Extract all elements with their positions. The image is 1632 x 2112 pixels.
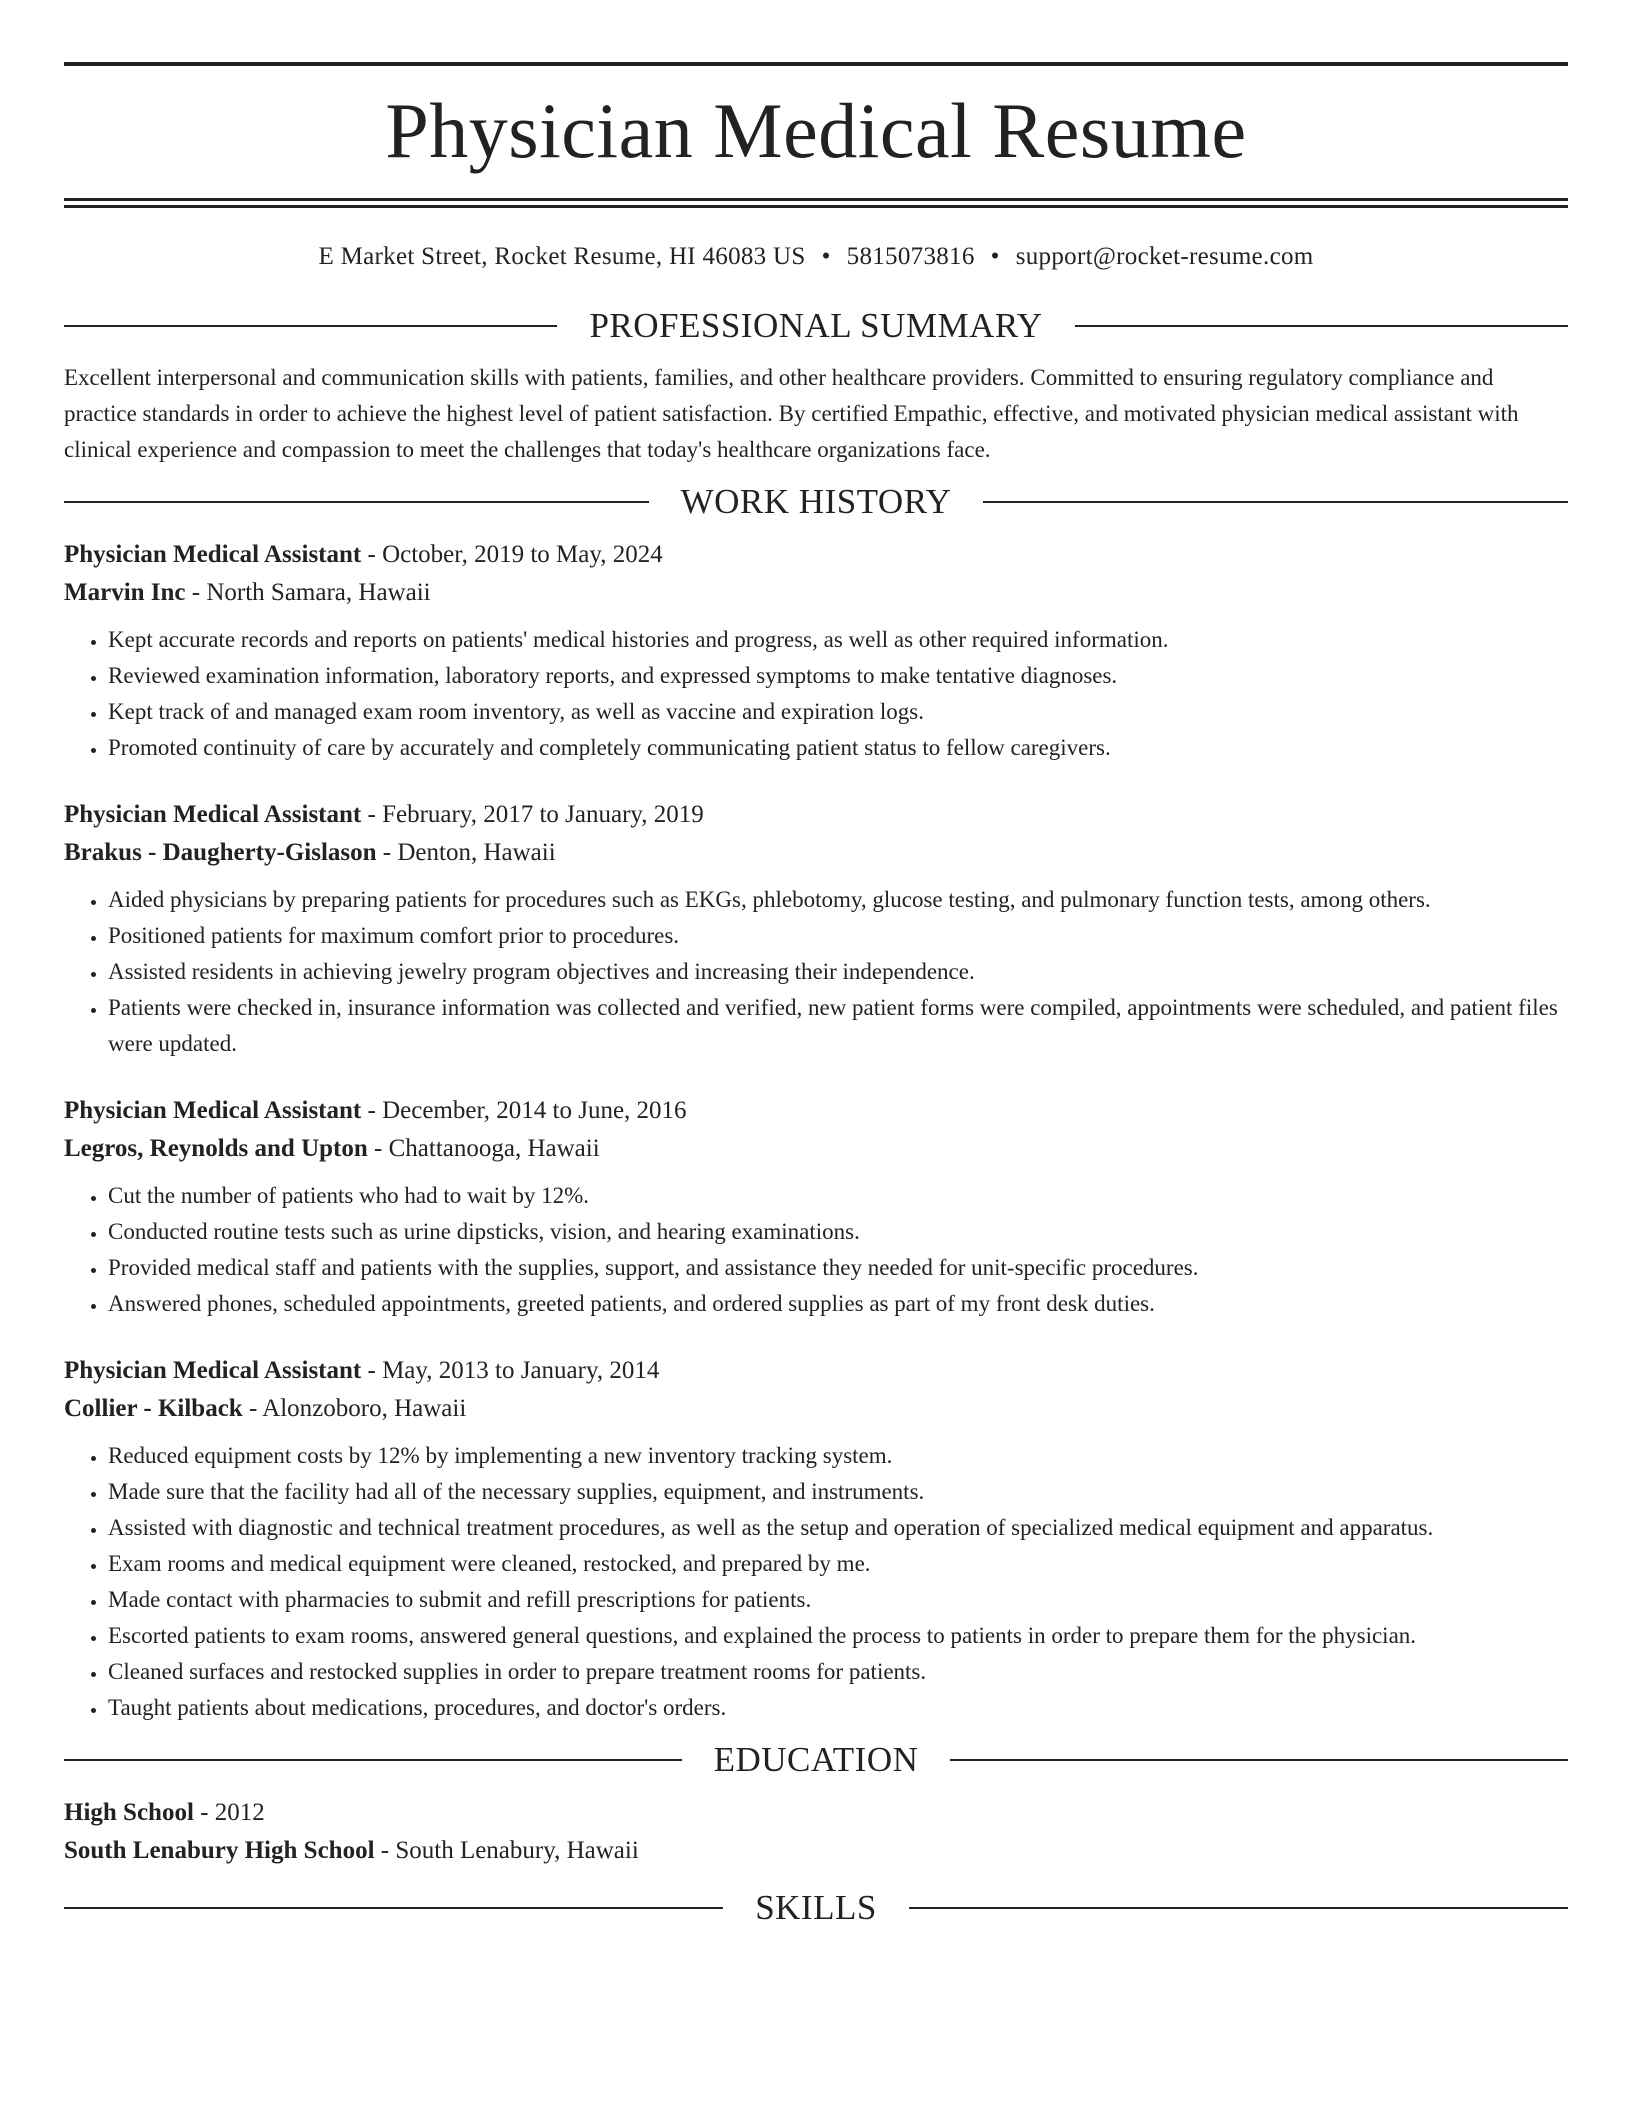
- job-bullet: • Kept track of and managed exam room inventory, as well as vaccine and expiration logs.: [108, 694, 1568, 730]
- header-double-rule: [64, 198, 1568, 208]
- job-company: Brakus - Daugherty-Gislason: [64, 839, 377, 866]
- job-bullet: • Conducted routine tests such as urine dipsticks, vision, and hearing examinations.: [108, 1214, 1568, 1250]
- job-title: Physician Medical Assistant: [64, 1097, 362, 1124]
- job-bullets: [64, 882, 1568, 1062]
- job-bullet: • Taught patients about medications, procedures, and doctor's orders.: [108, 1690, 1568, 1726]
- section-title: PROFESSIONAL SUMMARY: [589, 306, 1043, 345]
- job-title: Physician Medical Assistant: [64, 801, 362, 828]
- summary-text: Excellent interpersonal and communication skills with patients, families, and other healthcare providers. Committed to ensuring regulatory compliance and practice standards in order to achieve the highest level of patient satisfaction. By certified Empathic, effective, and motivated physician medical assistant with clinical experience and compassion to meet the challenges that today's healthcare organizations face.: [64, 365, 1519, 462]
- job-entry: [64, 536, 1568, 766]
- resume-title: Physician Medical Resume: [385, 87, 1247, 174]
- section-title: WORK HISTORY: [680, 482, 952, 521]
- section-heading-education: [64, 1740, 1568, 1780]
- divider-line: [950, 1759, 1568, 1761]
- education-year: - 2012: [193, 1799, 265, 1826]
- job-dates: - May, 2013 to January, 2014: [361, 1357, 660, 1384]
- job-title-line: [64, 536, 1568, 574]
- job-bullet: • Aided physicians by preparing patients for procedures such as EKGs, phlebotomy, glucose testing, and pulmonary function tests, among others.: [108, 882, 1568, 918]
- job-company: Marvin Inc: [64, 579, 186, 606]
- job-title: Physician Medical Assistant: [64, 541, 362, 568]
- job-company-line: [64, 834, 1568, 872]
- contact-address: E Market Street, Rocket Resume, HI 46083 US: [318, 243, 806, 270]
- job-bullet: • Cut the number of patients who had to wait by 12%.: [108, 1178, 1568, 1214]
- divider-line: [64, 1907, 723, 1909]
- job-bullet: • Positioned patients for maximum comfort prior to procedures.: [108, 918, 1568, 954]
- job-bullet: • Reduced equipment costs by 12% by implementing a new inventory tracking system.: [108, 1438, 1568, 1474]
- contact-line: [64, 242, 1568, 272]
- job-bullet: • Provided medical staff and patients with the supplies, support, and assistance they needed for unit-specific procedures.: [108, 1250, 1568, 1286]
- education-location: - South Lenabury, Hawaii: [374, 1837, 639, 1864]
- job-title-line: [64, 1092, 1568, 1130]
- job-bullet: • Answered phones, scheduled appointments, greeted patients, and ordered supplies as part of my front desk duties.: [108, 1286, 1568, 1322]
- job-entry: [64, 1092, 1568, 1322]
- job-bullet: • Patients were checked in, insurance information was collected and verified, new patient forms were compiled, appointments were scheduled, and patient files were updated.: [108, 990, 1568, 1062]
- resume-content: [64, 0, 1568, 1928]
- job-location: - North Samara, Hawaii: [185, 579, 431, 606]
- divider-line: [909, 1907, 1568, 1909]
- divider-line: [64, 501, 649, 503]
- job-bullets: [64, 1438, 1568, 1726]
- job-company: Legros, Reynolds and Upton: [64, 1135, 368, 1162]
- job-bullets: [64, 622, 1568, 766]
- job-company-line: [64, 574, 1568, 612]
- job-bullet: • Kept accurate records and reports on patients' medical histories and progress, as well as other required information.: [108, 622, 1568, 658]
- education-degree: High School: [64, 1799, 194, 1826]
- divider-line: [64, 1759, 682, 1761]
- section-heading-work: [64, 482, 1568, 522]
- job-bullet: • Reviewed examination information, laboratory reports, and expressed symptoms to make tentative diagnoses.: [108, 658, 1568, 694]
- job-dates: - February, 2017 to January, 2019: [361, 801, 704, 828]
- job-entry: [64, 796, 1568, 1062]
- job-bullet: • Escorted patients to exam rooms, answered general questions, and explained the process to patients in order to prepare them for the physician.: [108, 1618, 1568, 1654]
- job-title-line: [64, 796, 1568, 834]
- job-company-line: [64, 1390, 1568, 1428]
- contact-phone: 5815073816: [846, 243, 975, 270]
- job-bullet: • Promoted continuity of care by accurately and completely communicating patient status to fellow caregivers.: [108, 730, 1568, 766]
- job-dates: - October, 2019 to May, 2024: [361, 541, 663, 568]
- job-bullet: • Cleaned surfaces and restocked supplies in order to prepare treatment rooms for patients.: [108, 1654, 1568, 1690]
- contact-separator: •: [990, 243, 1000, 270]
- job-bullet: • Assisted with diagnostic and technical treatment procedures, as well as the setup and operation of specialized medical equipment and apparatus.: [108, 1510, 1568, 1546]
- job-title: Physician Medical Assistant: [64, 1357, 362, 1384]
- job-company: Collier - Kilback: [64, 1395, 243, 1422]
- contact-separator: •: [821, 243, 831, 270]
- section-title: EDUCATION: [713, 1740, 919, 1779]
- section-heading-skills: [64, 1888, 1568, 1928]
- job-location: - Chattanooga, Hawaii: [367, 1135, 600, 1162]
- divider-line: [64, 325, 557, 327]
- job-company-line: [64, 1130, 1568, 1168]
- job-entry: [64, 1352, 1568, 1726]
- job-dates: - December, 2014 to June, 2016: [361, 1097, 687, 1124]
- job-location: - Alonzoboro, Hawaii: [242, 1395, 467, 1422]
- contact-email: support@rocket-resume.com: [1015, 243, 1314, 270]
- job-location: - Denton, Hawaii: [376, 839, 556, 866]
- job-bullet: • Assisted residents in achieving jewelry program objectives and increasing their independence.: [108, 954, 1568, 990]
- job-bullet: • Made contact with pharmacies to submit and refill prescriptions for patients.: [108, 1582, 1568, 1618]
- job-bullet: • Made sure that the facility had all of the necessary supplies, equipment, and instruments.: [108, 1474, 1568, 1510]
- divider-line: [1075, 325, 1568, 327]
- job-title-line: [64, 1352, 1568, 1390]
- education-school: South Lenabury High School: [64, 1837, 375, 1864]
- section-title: SKILLS: [755, 1888, 877, 1927]
- job-bullet: • Exam rooms and medical equipment were cleaned, restocked, and prepared by me.: [108, 1546, 1568, 1582]
- section-heading-summary: [64, 306, 1568, 346]
- education-school-line: [64, 1832, 1568, 1870]
- education-entry: [64, 1794, 1568, 1870]
- job-bullets: [64, 1178, 1568, 1322]
- divider-line: [983, 501, 1568, 503]
- education-degree-line: [64, 1794, 1568, 1832]
